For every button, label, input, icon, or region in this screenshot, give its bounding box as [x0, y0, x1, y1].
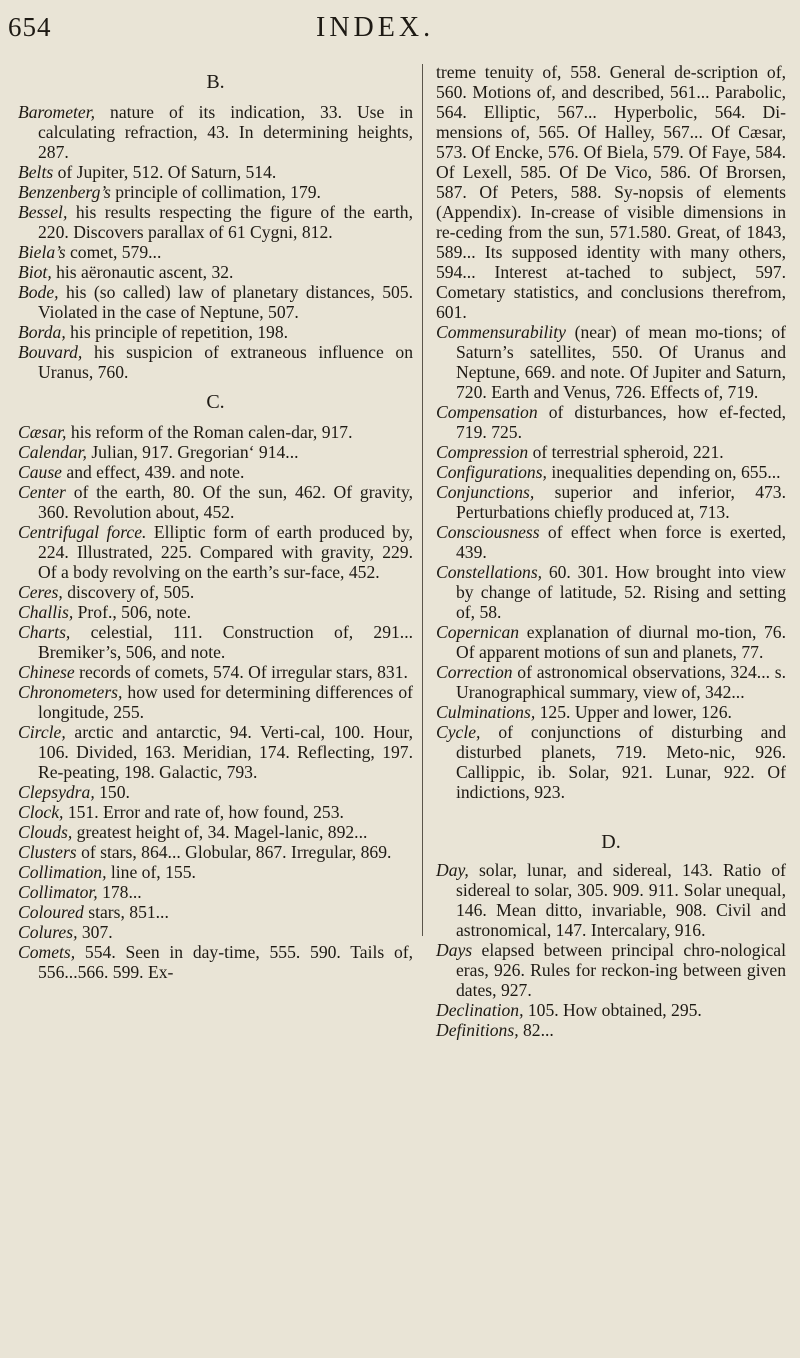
right-column — [436, 62, 786, 1040]
entry-text: nature of its indication, 33. Use in calculating refraction, 43. In determining heights, 287. — [38, 102, 413, 162]
index-entry — [18, 462, 413, 482]
section-letter-c: C. — [206, 391, 225, 413]
entry-text: comet, 579... — [65, 242, 162, 262]
entry-text: line of, 155. — [106, 862, 196, 882]
entry-text: how used for determining differences of longitude, 255. — [38, 682, 413, 722]
index-entry — [18, 882, 413, 902]
index-entry — [18, 242, 413, 262]
entry-headword: Definitions, — [436, 1020, 519, 1040]
index-entry — [18, 282, 413, 322]
entry-text: arctic and antarctic, 94. Verti-cal, 100. Hour, 106. Divided, 163. Meridian, 174. Reflecting, 197. Re-peating, 198. Galactic, 793. — [38, 722, 413, 782]
index-entry — [18, 102, 413, 162]
index-entry — [18, 262, 413, 282]
entry-text: Elliptic form of earth produced by, 224. Illustrated, 225. Compared with gravity, 229. Of a body revolving on the earth’s sur-face, 452. — [38, 522, 413, 582]
entry-headword: Clouds, — [18, 822, 73, 842]
index-entry — [436, 522, 786, 562]
index-entry — [436, 462, 786, 482]
entry-text: celestial, 111. Construction of, 291... Bremiker’s, 506, and note. — [38, 622, 413, 662]
entry-headword: Charts, — [18, 622, 71, 642]
index-entry — [436, 662, 786, 702]
entry-headword: Biot, — [18, 262, 52, 282]
entry-text: 105. How obtained, 295. — [523, 1000, 702, 1020]
page-header — [0, 12, 800, 52]
entry-headword: Belts — [18, 162, 54, 182]
entry-headword: Clock, — [18, 802, 64, 822]
entry-headword: Biela’s — [18, 242, 66, 262]
entry-headword: Commensurability — [436, 322, 566, 342]
entry-text: of terrestrial spheroid, 221. — [528, 442, 724, 462]
index-entry — [436, 722, 786, 802]
entry-headword: Clepsydra, — [18, 782, 95, 802]
entry-text: of astronomical observations, 324... s. Uranographical summary, view of, 342... — [456, 662, 786, 702]
entry-headword: Copernican — [436, 622, 520, 642]
entry-headword: Cause — [18, 462, 62, 482]
entry-headword: Bouvard, — [18, 342, 83, 362]
index-entry — [18, 622, 413, 662]
index-entry — [436, 1020, 786, 1040]
entry-headword: Cæsar, — [18, 422, 67, 442]
entry-text: 125. Upper and lower, 126. — [535, 702, 732, 722]
entry-text: 60. 301. How brought into view by change of latitude, 52. Rising and setting of, 58. — [456, 562, 786, 622]
index-entry — [18, 522, 413, 582]
index-entry — [436, 622, 786, 662]
entry-text: 307. — [77, 922, 113, 942]
entry-headword: Compensation — [436, 402, 538, 422]
index-entry — [18, 842, 413, 862]
entry-text: principle of collimation, 179. — [110, 182, 321, 202]
page-number: 654 — [8, 12, 52, 42]
entry-text: his results respecting the figure of the earth, 220. Discovers parallax of 61 Cygni, 812. — [38, 202, 413, 242]
entry-headword: Conjunctions, — [436, 482, 535, 502]
entry-text: inequalities depending on, 655... — [546, 462, 781, 482]
entry-text: of effect when force is exerted, 439. — [456, 522, 786, 562]
entry-headword: Colures, — [18, 922, 78, 942]
entry-text: (near) of mean mo-tions; of Saturn’s satellites, 550. Of Uranus and Neptune, 669. and note. Of Jupiter and Saturn, 720. Earth and Venus, 726. Effects of, 719. — [456, 322, 786, 402]
entry-headword: Borda, — [18, 322, 66, 342]
entry-headword: Chinese — [18, 662, 75, 682]
entry-headword: Collimation, — [18, 862, 107, 882]
entry-text: elapsed between principal chro-nological eras, 926. Rules for reckon-ing between given dates, 927. — [456, 940, 786, 1000]
entry-text: of stars, 864... Globular, 867. Irregular, 869. — [76, 842, 392, 862]
index-entry — [436, 860, 786, 940]
index-entry — [18, 442, 413, 462]
index-entry — [436, 562, 786, 622]
entry-text: 150. — [94, 782, 130, 802]
entry-headword: Collimator, — [18, 882, 98, 902]
entry-headword: Circle, — [18, 722, 66, 742]
entry-headword: Consciousness — [436, 522, 540, 542]
section-letter-d: D. — [601, 831, 621, 853]
entry-headword: Centrifugal force. — [18, 522, 147, 542]
left-column — [18, 62, 413, 982]
entry-text: Julian, 917. Gregorian‘ 914... — [86, 442, 299, 462]
index-entry — [436, 482, 786, 522]
entry-text: stars, 851... — [83, 902, 169, 922]
entry-text: 554. Seen in day-time, 555. 590. Tails of, 556...566. 599. Ex- — [38, 942, 413, 982]
entry-text: records of comets, 574. Of irregular stars, 831. — [74, 662, 408, 682]
entry-headword: Calendar, — [18, 442, 87, 462]
entry-headword: Correction — [436, 662, 513, 682]
entry-text: Prof., 506, note. — [73, 602, 192, 622]
entry-headword: Comets, — [18, 942, 76, 962]
page-title: INDEX. — [316, 12, 435, 43]
entry-text: greatest height of, 34. Magel-lanic, 892... — [72, 822, 368, 842]
index-entry — [436, 940, 786, 1000]
entry-text: 178... — [97, 882, 142, 902]
index-entry — [18, 782, 413, 802]
entry-text: discovery of, 505. — [62, 582, 195, 602]
entry-headword: Culminations, — [436, 702, 536, 722]
index-entry — [18, 422, 413, 442]
entry-headword: Coloured — [18, 902, 84, 922]
entry-text: his (so called) law of planetary distances, 505. Violated in the case of Neptune, 507. — [38, 282, 413, 322]
index-entry — [18, 902, 413, 922]
entry-headword: Constellations, — [436, 562, 543, 582]
entry-text: of the earth, 80. Of the sun, 462. Of gravity, 360. Revolution about, 452. — [38, 482, 413, 522]
index-entry — [18, 182, 413, 202]
index-entry — [18, 602, 413, 622]
entry-headword: Bode, — [18, 282, 59, 302]
index-entry — [18, 822, 413, 842]
entry-text: and effect, 439. and note. — [61, 462, 245, 482]
index-entry — [436, 702, 786, 722]
index-entry — [436, 1000, 786, 1020]
index-entry — [18, 862, 413, 882]
entry-text: superior and inferior, 473. Perturbations chiefly produced at, 713. — [456, 482, 786, 522]
entry-headword: Center — [18, 482, 66, 502]
entry-headword: Benzenberg’s — [18, 182, 111, 202]
index-entry — [18, 682, 413, 722]
index-entry — [18, 802, 413, 822]
entry-text: his principle of repetition, 198. — [65, 322, 289, 342]
entry-headword: Configurations, — [436, 462, 547, 482]
entry-headword: Ceres, — [18, 582, 63, 602]
index-entry — [18, 202, 413, 242]
entry-text: his aëronautic ascent, 32. — [51, 262, 234, 282]
index-entry — [18, 722, 413, 782]
entry-headword: Bessel, — [18, 202, 68, 222]
index-entry — [436, 442, 786, 462]
entry-headword: Barometer, — [18, 102, 96, 122]
entry-headword: Cycle, — [436, 722, 481, 742]
index-entry — [18, 942, 413, 982]
entry-headword: Declination, — [436, 1000, 524, 1020]
index-entry — [18, 162, 413, 182]
entry-text: 82... — [518, 1020, 554, 1040]
index-entry — [18, 342, 413, 382]
entry-headword: Chronometers, — [18, 682, 123, 702]
index-entry — [18, 322, 413, 342]
entry-headword: Day, — [436, 860, 469, 880]
index-entry — [18, 482, 413, 522]
entry-text: solar, lunar, and sidereal, 143. Ratio of sidereal to solar, 305. 909. 911. Solar unequal, 146. Mean ditto, invariable, 908. Civil and astronomical, 147. Intercalary, 916. — [456, 860, 786, 940]
entry-headword: Compression — [436, 442, 529, 462]
continued-entry: treme tenuity of, 558. General de-scription of, 560. Motions of, and described, 561... Parabolic, 564. Elliptic, 567... Hyperbolic, 564. Di-mensions of, 565. Of Halley, 567... Of Cæsar, 573. Of Encke, 576. Of Biela, 579. Of Faye, 584. Of Lexell, 585. Of De Vico, 586. Of Brorsen, 587. Of Peters, 588. Sy-nopsis of elements (Appendix). In-crease of visible dimensions in re-ceding from the sun, 571.580. Great, of 1843, 589... Its supposed identity with many others, 594... Interest at-tached to subject, 597. Cometary statistics, and conclusions therefrom, 601. — [436, 62, 786, 322]
index-entry — [18, 662, 413, 682]
section-letter-b: B. — [206, 71, 225, 93]
entry-headword: Days — [436, 940, 473, 960]
entry-text: his reform of the Roman calen-dar, 917. — [66, 422, 353, 442]
entry-text: 151. Error and rate of, how found, 253. — [63, 802, 344, 822]
entry-text: of disturbances, how ef-fected, 719. 725. — [456, 402, 786, 442]
entry-headword: Clusters — [18, 842, 77, 862]
column-divider — [422, 64, 423, 936]
entry-text: of conjunctions of disturbing and disturbed planets, 719. Meto-nic, 926. Callippic, ib. Solar, 921. Lunar, 922. Of indictions, 923. — [456, 722, 786, 802]
index-entry — [436, 402, 786, 442]
entry-text: explanation of diurnal mo-tion, 76. Of apparent motions of sun and planets, 77. — [456, 622, 786, 662]
index-entry — [436, 322, 786, 402]
index-entry — [18, 922, 413, 942]
index-entry — [18, 582, 413, 602]
entry-text: of Jupiter, 512. Of Saturn, 514. — [53, 162, 277, 182]
entry-headword: Challis, — [18, 602, 74, 622]
entry-text: his suspicion of extraneous influence on Uranus, 760. — [38, 342, 413, 382]
